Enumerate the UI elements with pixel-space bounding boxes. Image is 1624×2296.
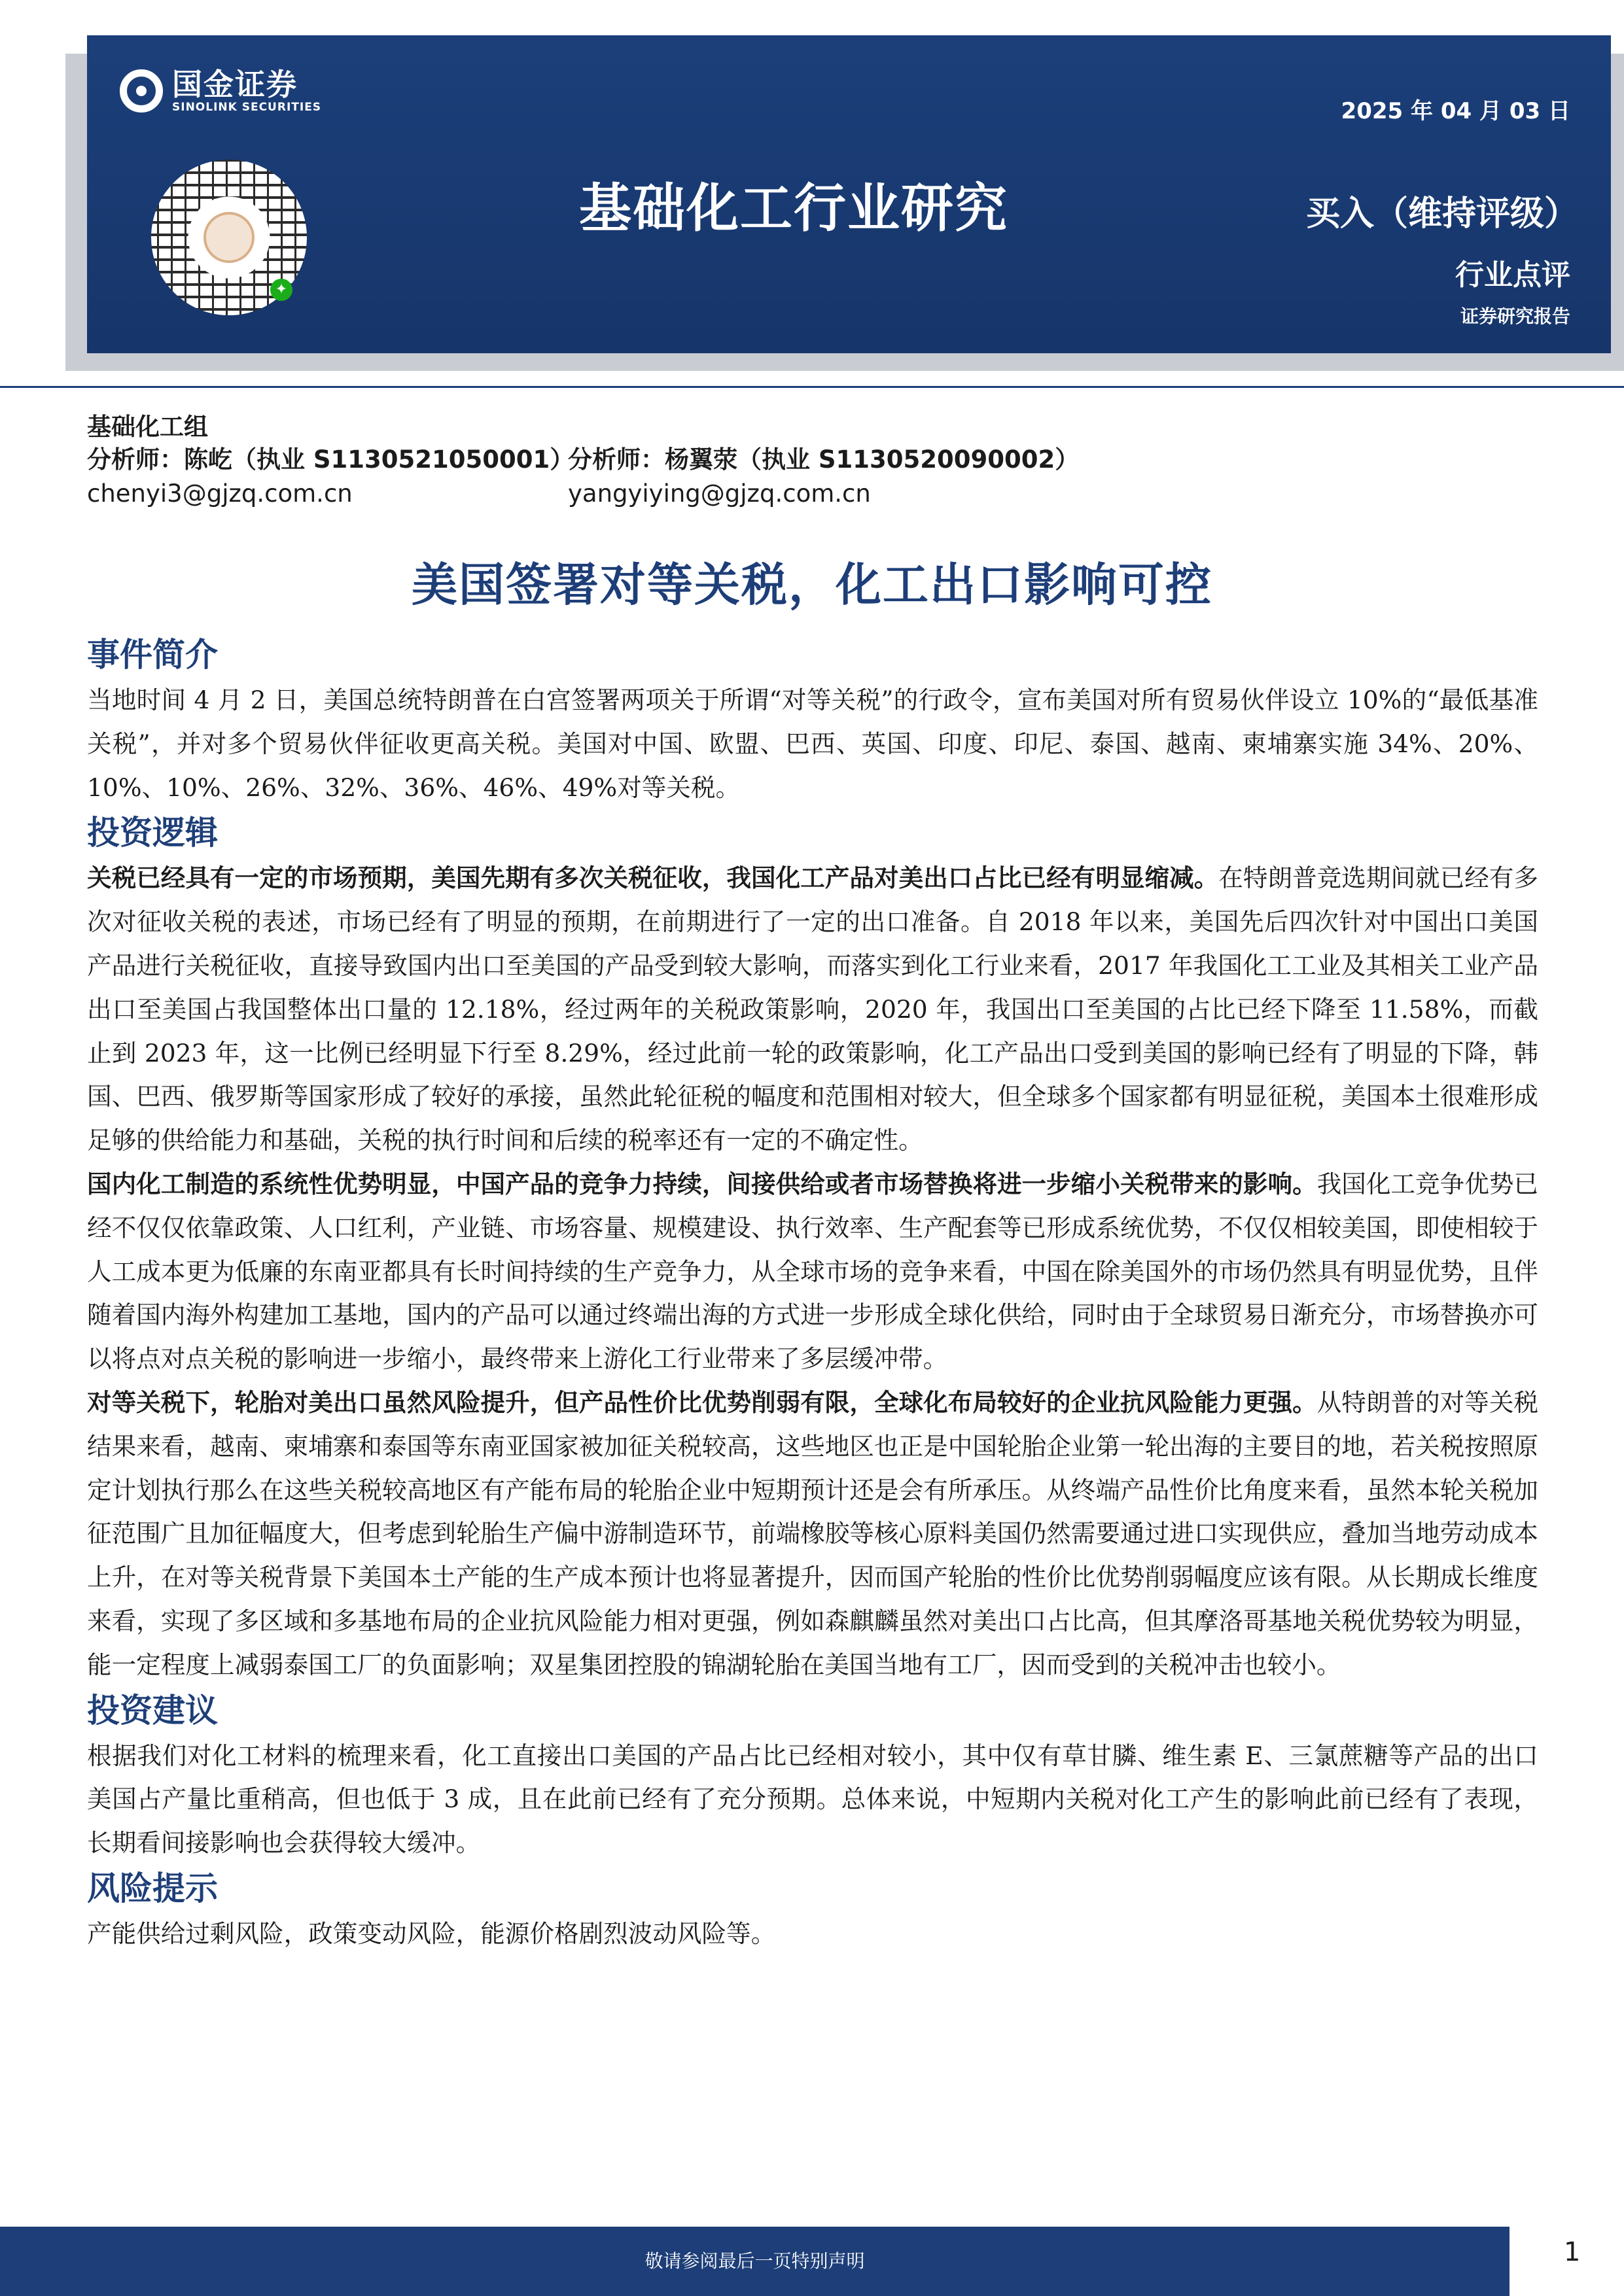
logic-paragraph-1 bbox=[87, 856, 1538, 1162]
footer-disclaimer: 敬请参阅最后一页特别声明 bbox=[0, 2227, 1509, 2296]
rating: 买入（维持评级） bbox=[1305, 194, 1578, 234]
logic-paragraph-3-lead: 对等关税下，轮胎对美出口虽然风险提升，但产品性价比优势削弱有限，全球化布局较好的企业抗风险能力更强。 bbox=[87, 1387, 1317, 1417]
section-title-event: 事件简介 bbox=[87, 636, 218, 674]
qr-center-logo-icon bbox=[203, 212, 255, 263]
analyst-2: 分析师：杨翼荥（执业 S1130520090002） bbox=[568, 445, 1080, 474]
analyst-1-email[interactable]: chenyi3@gjzq.com.cn bbox=[87, 479, 353, 508]
logic-paragraph-2 bbox=[87, 1162, 1538, 1381]
header-divider bbox=[0, 386, 1624, 388]
risk-paragraph: 产能供给过剩风险，政策变动风险，能源价格剧烈波动风险等。 bbox=[87, 1919, 776, 1948]
section-title-risk: 风险提示 bbox=[87, 1869, 218, 1907]
logic-paragraph-2-body: 我国化工竞争优势已经不仅仅依靠政策、人口红利，产业链、市场容量、规模建设、执行效率、生产配套等已形成系统优势，不仅仅相较美国，即使相较于人工成本更为低廉的东南亚都具有长时间持续的生产竞争力，从全球市场的竞争来看，中国在除美国外的市场仍然具有明显优势，且伴随着国内海外构建加工基地，国内的产品可以通过终端出海的方式进一步形成全球化供给，同时由于全球贸易日渐充分，市场替换亦可以将点对点关税的影响进一步缩小，最终带来上游化工行业带来了多层缓冲带。 bbox=[87, 1169, 1539, 1374]
logic-paragraph-3 bbox=[87, 1381, 1538, 1687]
company-logo bbox=[120, 68, 321, 114]
analyst-group: 基础化工组 bbox=[87, 413, 208, 441]
report-title: 基础化工行业研究 bbox=[579, 178, 1008, 239]
advice-paragraph: 根据我们对化工材料的梳理来看，化工直接出口美国的产品占比已经相对较小，其中仅有草甘膦、维生素 E、三氯蔗糖等产品的出口美国占产量比重稍高，但也低于 3 成，且在此前已经有了充分预期。总体来说，中短期内关税对化工产生的影响此前已经有了表现，长期看间接影响也会获得较大缓冲。 bbox=[87, 1741, 1538, 1858]
header-banner bbox=[87, 35, 1611, 353]
event-paragraph: 当地时间 4 月 2 日，美国总统特朗普在白宫签署两项关于所谓“对等关税”的行政令，宣布美国对所有贸易伙伴设立 10%的“最低基准关税”，并对多个贸易伙伴征收更高关税。美国对中国、欧盟、巴西、英国、印度、印尼、泰国、越南、柬埔寨实施 34%、20%、10%、10%、26%、32%、36%、46%、49%对等关税。 bbox=[87, 686, 1538, 802]
report-category: 证券研究报告 bbox=[1460, 305, 1570, 327]
report-date: 2025 年 04 月 03 日 bbox=[1341, 98, 1570, 124]
company-name-en: SINOLINK SECURITIES bbox=[172, 101, 322, 114]
report-type: 行业点评 bbox=[1455, 258, 1570, 292]
section-title-logic: 投资逻辑 bbox=[87, 814, 218, 852]
logic-paragraph-1-body: 在特朗普竞选期间就已经有多次对征收关税的表述，市场已经有了明显的预期，在前期进行了一定的出口准备。自 2018 年以来，美国先后四次针对中国出口美国产品进行关税征收，直接导致国内出口至美国的产品受到较大影响，而落实到化工行业来看，2017 年我国化工工业及其相关工业产品出口至美国占我国整体出口量的 12.18%，经过两年的关税政策影响，2020 年，我国出口至美国的占比已经下降至 11.58%，而截止到 2023 年，这一比例已经明显下行至 8.29%，经过此前一轮的政策影响，化工产品出口受到美国的影响已经有了明显的下降，韩国、巴西、俄罗斯等国家形成了较好的承接，虽然此轮征税的幅度和范围相对较大，但全球多个国家都有明显征税，美国本土很难形成足够的供给能力和基础，关税的执行时间和后续的税率还有一定的不确定性。 bbox=[87, 863, 1539, 1155]
logic-paragraph-1-lead: 关税已经具有一定的市场预期，美国先期有多次关税征收，我国化工产品对美出口占比已经有明显缩减。 bbox=[87, 863, 1219, 893]
company-name-cn: 国金证券 bbox=[172, 67, 298, 102]
mini-program-icon: ✦ bbox=[270, 279, 292, 301]
report-body bbox=[87, 631, 1538, 1956]
analyst-1: 分析师：陈屹（执业 S1130521050001） bbox=[87, 445, 574, 474]
logo-circle-icon bbox=[120, 69, 163, 113]
analyst-2-email[interactable]: yangyiying@gjzq.com.cn bbox=[568, 479, 871, 508]
page-number: 1 bbox=[1564, 2237, 1581, 2267]
section-title-advice: 投资建议 bbox=[87, 1691, 218, 1730]
logic-paragraph-2-lead: 国内化工制造的系统性优势明显，中国产品的竞争力持续，间接供给或者市场替换将进一步缩小关税带来的影响。 bbox=[87, 1169, 1317, 1198]
logic-paragraph-3-body: 从特朗普的对等关税结果来看，越南、柬埔寨和泰国等东南亚国家被加征关税较高，这些地区也正是中国轮胎企业第一轮出海的主要目的地，若关税按照原定计划执行那么在这些关税较高地区有产能布局的轮胎企业中短期预计还是会有所承压。从终端产品性价比角度来看，虽然本轮关税加征范围广且加征幅度大，但考虑到轮胎生产偏中游制造环节，前端橡胶等核心原料美国仍然需要通过进口实现供应，叠加当地劳动成本上升，在对等关税背景下美国本土产能的生产成本预计也将显著提升，因而国产轮胎的性价比优势削弱幅度应该有限。从长期成长维度来看，实现了多区域和多基地布局的企业抗风险能力相对更强，例如森麒麟虽然对美出口占比高，但其摩洛哥基地关税优势较为明显，能一定程度上减弱泰国工厂的负面影响；双星集团控股的锦湖轮胎在美国当地有工厂，因而受到的关税冲击也较小。 bbox=[87, 1387, 1539, 1679]
headline: 美国签署对等关税，化工出口影响可控 bbox=[412, 558, 1212, 612]
